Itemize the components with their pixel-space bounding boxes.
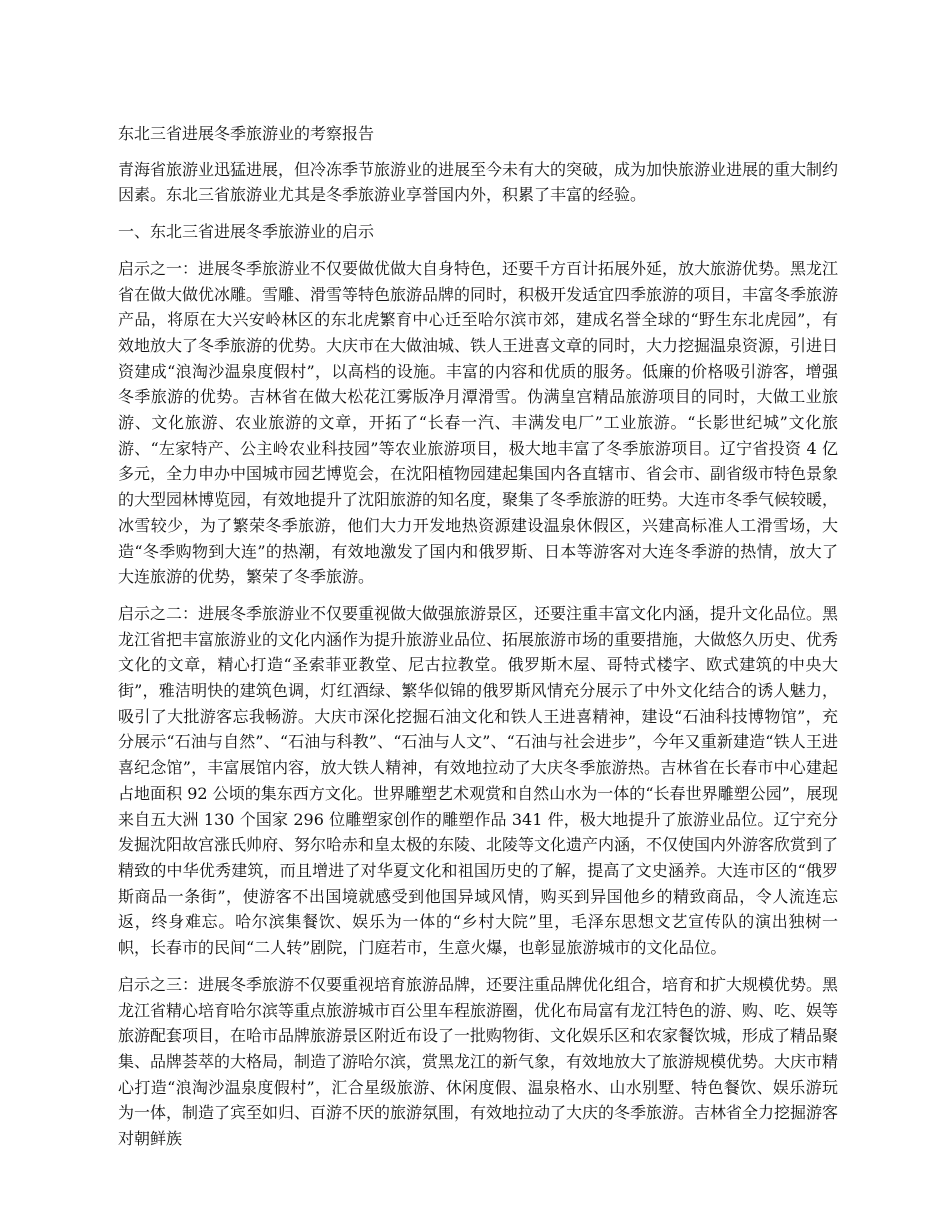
body-paragraph-1: 启示之一：进展冬季旅游业不仅要做优做大自身特色，还要千方百计拓展外延，放大旅游优势。黑龙江省在做大做优冰雕。雪雕、滑雪等特色旅游品牌的同时，积极开发适宜四季旅游的项目，丰富冬季旅游产品，将原在大兴安岭林区的东北虎繁育中心迁至哈尔滨市郊，建成名誉全球的“野生东北虎园”，有效地放大了冬季旅游的优势。大庆市在大做油城、铁人王进喜文章的同时，大力挖掘温泉资源，引进日资建成“浪淘沙温泉度假村”，以高档的设施。丰富的内容和优质的服务。低廉的价格吸引游客，增强冬季旅游的优势。吉林省在做大松花江雾版净月潭滑雪。伪满皇宫精品旅游项目的同时，大做工业旅游、文化旅游、农业旅游的文章，开拓了“长春一汽、丰满发电厂”工业旅游。“长影世纪城”文化旅游、“左家特产、公主岭农业科技园”等农业旅游项目，极大地丰富了冬季旅游项目。辽宁省投资 4 亿多元，全力申办中国城市园艺博览会，在沈阳植物园建起集国内各直辖市、省会市、副省级市特色景象的大型园林博览园，有效地提升了沈阳旅游的知名度，聚集了冬季旅游的旺势。大连市冬季气候较暖，冰雪较少，为了繁荣冬季旅游，他们大力开发地热资源建设温泉休假区，兴建高标准人工滑雪场，大造“冬季购物到大连”的热潮，有效地激发了国内和俄罗斯、日本等游客对大连冬季游的热情，放大了大连旅游的优势，繁荣了冬季旅游。 xyxy=(118,258,839,587)
document-title: 东北三省进展冬季旅游业的考察报告 xyxy=(118,124,375,143)
section-heading: 一、东北三省进展冬季旅游业的启示 xyxy=(118,222,375,242)
body-paragraph-2: 启示之二：进展冬季旅游业不仅要重视做大做强旅游景区，还要注重丰富文化内涵，提升文化品位。黑龙江省把丰富旅游业的文化内涵作为提升旅游业品位、拓展旅游市场的重要措施，大做悠久历史、优秀文化的文章，精心打造“圣索菲亚教堂、尼古拉教堂。俄罗斯木屋、哥特式楼字、欧式建筑的中央大街”，雅洁明快的建筑色调，灯红酒绿、繁华似锦的俄罗斯风情充分展示了中外文化结合的诱人魅力，吸引了大批游客忘我畅游。大庆市深化挖掘石油文化和铁人王进喜精神，建设“石油科技博物馆”，充分展示“石油与自然”、“石油与科教”、“石油与人文”、“石油与社会进步”，今年又重新建造“铁人王进喜纪念馆”，丰富展馆内容，放大铁人精神，有效地拉动了大庆冬季旅游热。吉林省在长春市中心建起占地面积 92 公顷的集东西方文化。世界雕塑艺术观赏和自然山水为一体的“长春世界雕塑公园”，展现来自五大洲 130 个国家 296 位雕塑家创作的雕塑作品 341 件，极大地提升了旅游业品位。辽宁充分发掘沈阳故宫涨氏帅府、努尔哈赤和皇太极的东陵、北陵等文化遗产内涵，不仅使国内外游客欣赏到了精致的中华优秀建筑，而且增进了对华夏文化和祖国历史的了解，提高了文史涵养。大连市区的“俄罗斯商品一条街”，使游客不出国境就感受到他国异域风情，购买到异国他乡的精致商品，令人流连忘返，终身难忘。哈尔滨集餐饮、娱乐为一体的“乡村大院”里，毛泽东思想文艺宣传队的演出独树一帜，长春市的民间“二人转”剧院，门庭若市，生意火爆，也彰显旅游城市的文化品位。 xyxy=(118,603,839,958)
body-paragraph-3: 启示之三：进展冬季旅游不仅要重视培育旅游品牌，还要注重品牌优化组合，培育和扩大规模优势。黑龙江省精心培育哈尔滨等重点旅游城市百公里车程旅游圈，优化布局富有龙江特色的游、购、吃、娱等旅游配套项目，在哈市品牌旅游景区附近布设了一批购物街、文化娱乐区和农家餐饮城，形成了精品聚集、品牌荟萃的大格局，制造了游哈尔滨，赏黑龙江的新气象，有效地放大了旅游规模优势。大庆市精心打造“浪淘沙温泉度假村”，汇合星级旅游、休闲度假、温泉格水、山水别墅、特色餐饮、娱乐游玩为一体，制造了宾至如归、百游不厌的旅游氛围，有效地拉动了大庆的冬季旅游。吉林省全力挖掘游客对朝鲜族 xyxy=(118,974,839,1149)
intro-paragraph: 青海省旅游业迅猛进展，但冷冻季节旅游业的进展至今未有大的突破，成为加快旅游业进展的重大制约因素。东北三省旅游业尤其是冬季旅游业享誉国内外，积累了丰富的经验。 xyxy=(118,159,839,205)
